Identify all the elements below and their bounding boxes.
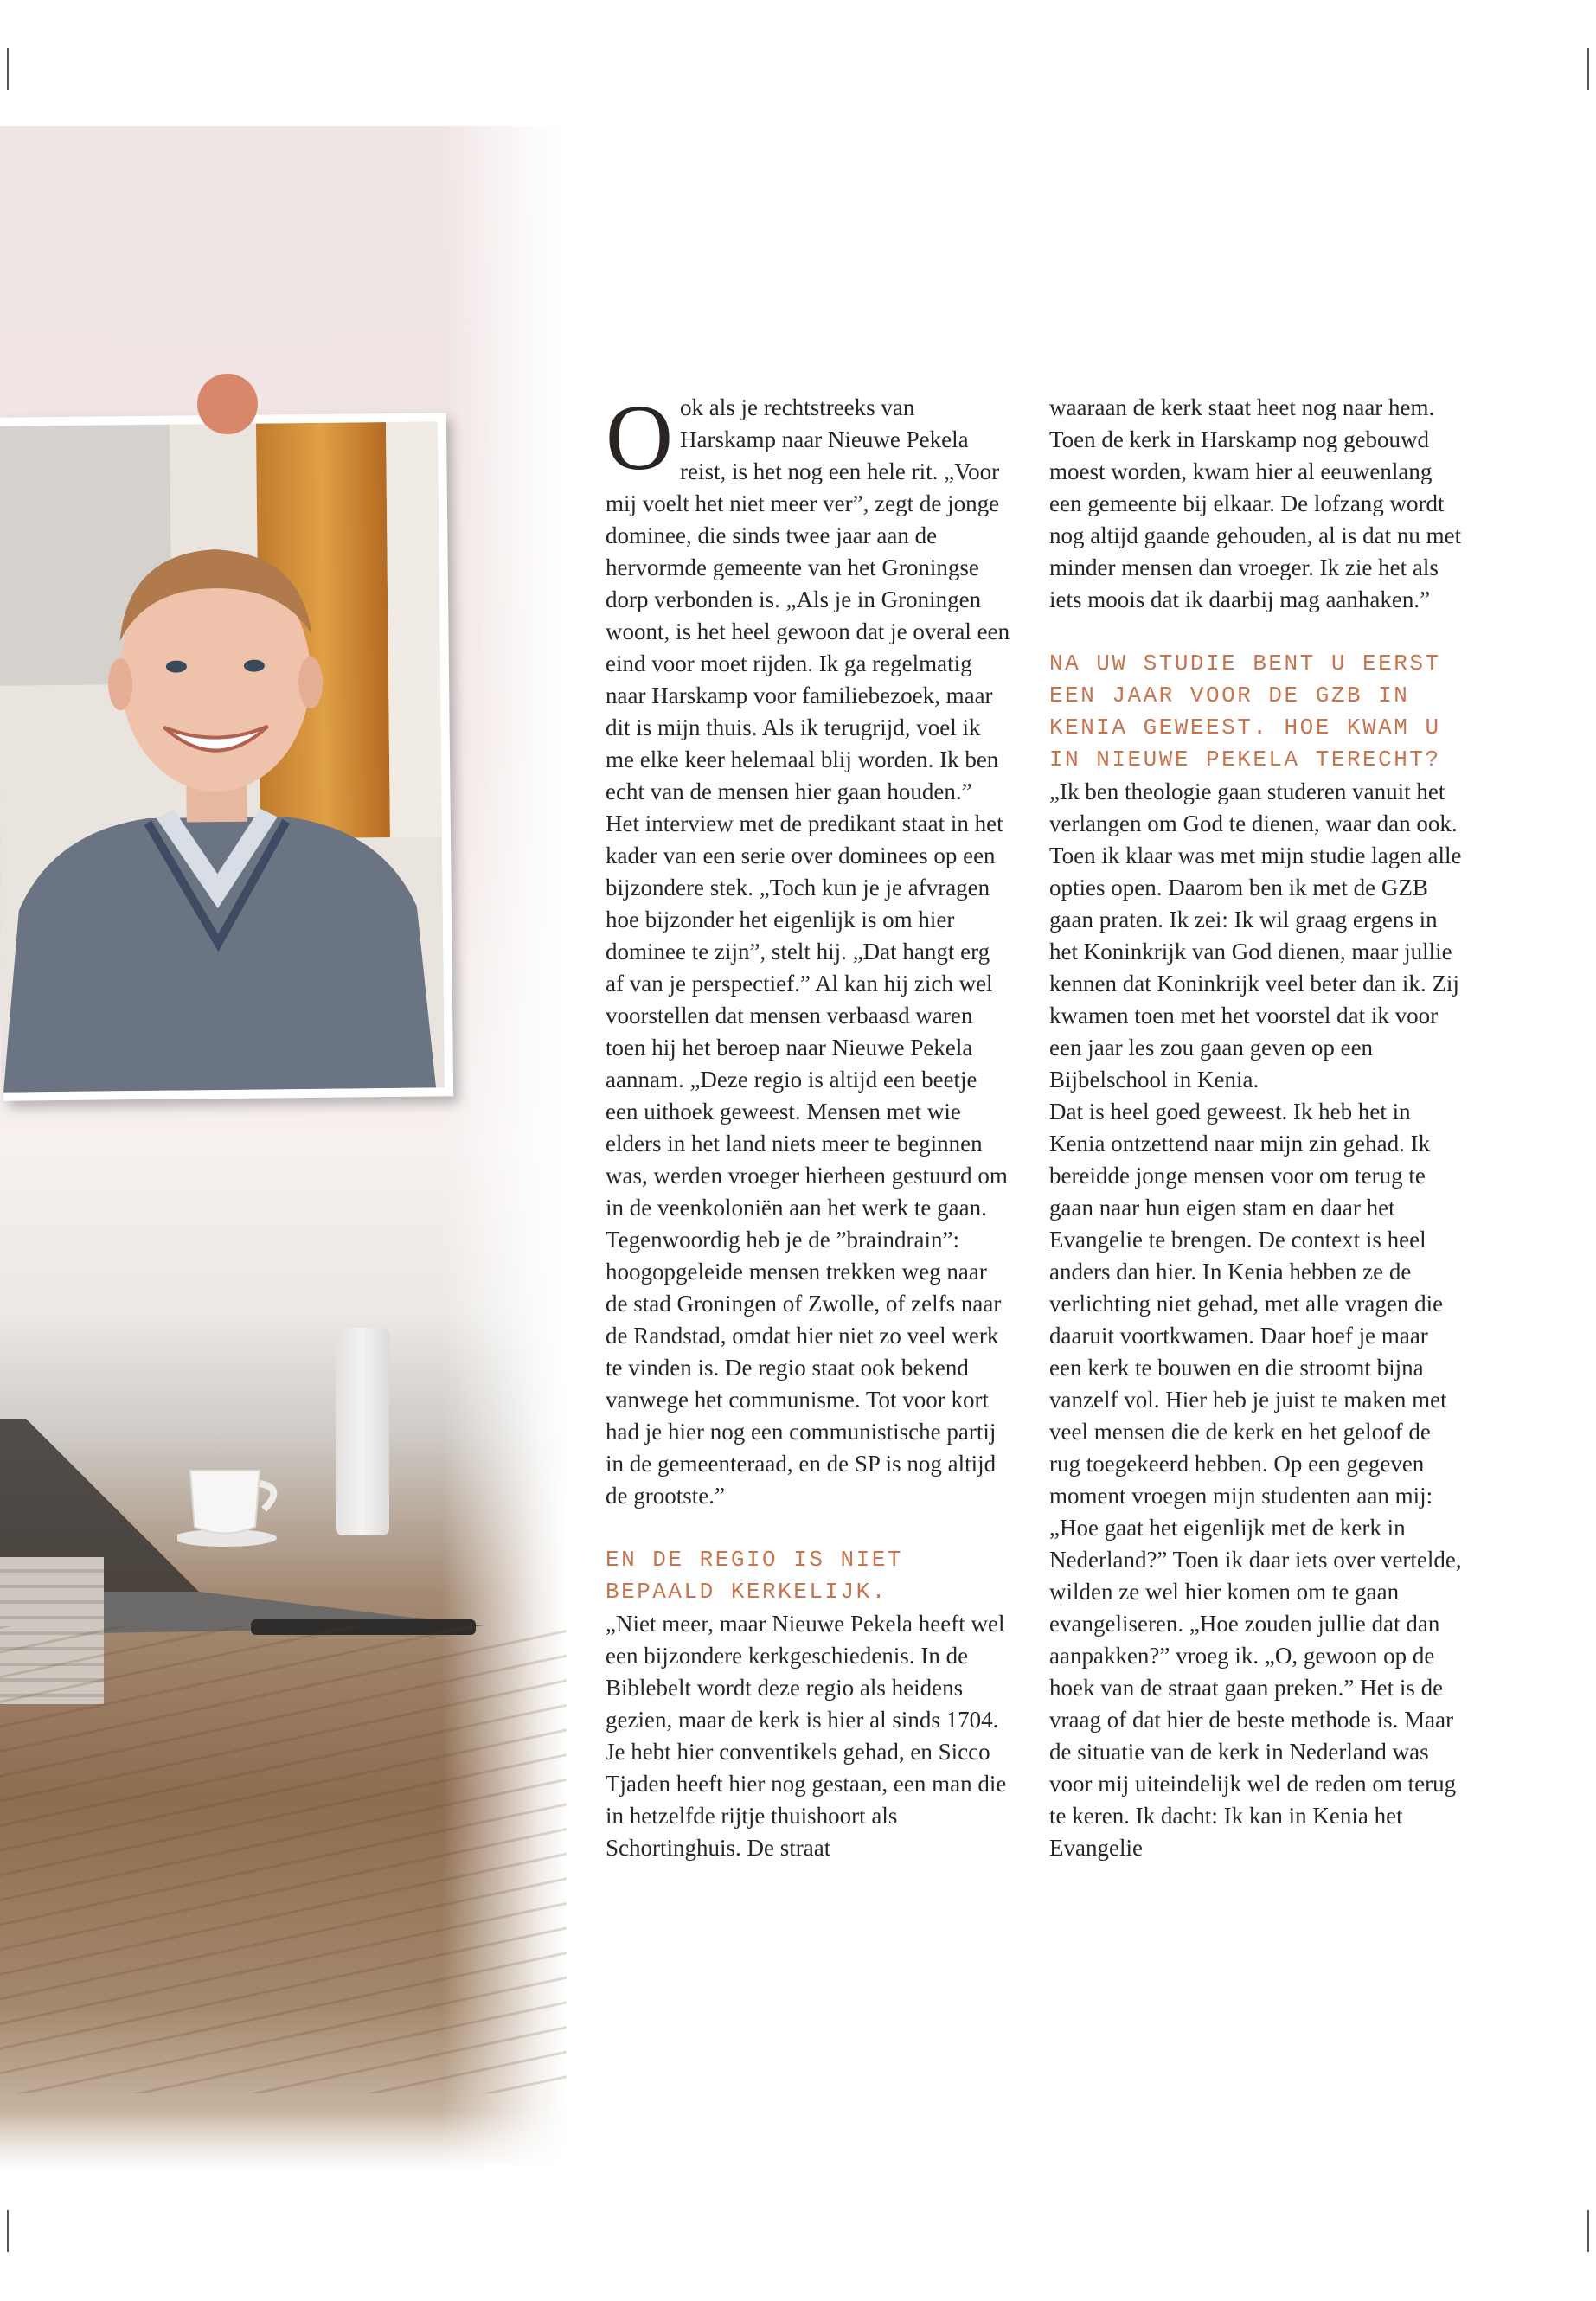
portrait-photo xyxy=(0,413,453,1100)
crop-mark-bottom-right xyxy=(1587,2210,1589,2252)
pin-dot xyxy=(197,374,258,434)
section-heading: EN DE REGIO IS NIET BEPAALD KERKELIJK. xyxy=(606,1547,903,1605)
section-heading: NA UW STUDIE BENT U EERST EEN JAAR VOOR DE GZB IN KENIA GEWEEST. HOE KWAM U IN NIEUWE PEKELA TERECHT? xyxy=(1049,651,1441,772)
article-column-2 xyxy=(1049,392,1465,1864)
body-paragraph: „Niet meer, maar Nieuwe Pekela heeft wel een bijzondere kerkgeschiedenis. In de Biblebelt wordt deze regio als heidens gezien, maar de kerk is hier al sinds 1704. Je hebt hier conventikels gehad, en Sicco Tjaden heeft hier nog gestaan, een man die in hetzelfde rijtje thuishoort als Schortinghuis. De straat xyxy=(606,1611,1007,1861)
coffee-cup-image xyxy=(177,1462,290,1548)
body-paragraph: Dat is heel goed geweest. Ik heb het in Kenia ontzettend naar mijn zin gehad. Ik bereidde jonge mensen voor om terug te gaan naar hun eigen stam en daar het Evangelie te brengen. De context is heel anders dan hier. In Kenia hebben ze de verlichting niet gehad, met alle vragen die daaruit voortkwamen. Daar hoef je maar een kerk te bouwen en die stroomt bijna vanzelf vol. Hier heb je juist te maken met veel mensen die de kerk en het geloof de rug toegekeerd hebben. Op een gegeven moment vroegen mijn studenten aan mij: „Hoe gaat het eigenlijk met de kerk in Nederland?” Toen ik daar iets over vertelde, wilden ze wel hier komen om te gaan evangeliseren. „Hoe zouden jullie dat dan aanpakken?” vroeg ik. „O, gewoon op de hoek van de straat gaan preken.” Het is de vraag of dat hier de beste methode is. Maar de situatie van de kerk in Nederland was voor mij uiteindelijk wel de reden om terug te keren. Ik dacht: Ik kan in Kenia het Evangelie xyxy=(1049,1099,1462,1861)
crop-mark-top-right xyxy=(1587,48,1589,90)
portrait-image xyxy=(0,421,445,1092)
body-paragraph: „Ik ben theologie gaan studeren vanuit het verlangen om God te dienen, waar dan ook. Toen ik klaar was met mijn studie lagen alle opties open. Daarom ben ik met de GZB gaan praten. Ik zei: Ik wil graag ergens in het Koninkrijk van God dienen, maar jullie kennen dat Koninkrijk veel beter dan ik. Zij kwamen toen met het voorstel dat ik voor een jaar les zou gaan geven op een Bijbelschool in Kenia. xyxy=(1049,779,1462,1093)
intro-text: ok als je rechtstreeks van Harskamp naar Nieuwe Pekela reist, is het nog een hele rit. „Voor mij voelt het niet meer ver”, zegt de jonge dominee, die sinds twee jaar aan de hervormde gemeente van het Groningse dorp verbonden is. „Als je in Groningen woont, is het heel gewoon dat je overal een eind voor moet rijden. Ik ga regelmatig naar Harskamp voor familiebezoek, maar dit is mijn thuis. Als ik terugrijd, voel ik me elke keer helemaal blij worden. Ik ben echt van de mensen hier gaan houden.” xyxy=(606,394,1010,804)
photo-fade xyxy=(0,2111,567,2171)
crop-mark-top-left xyxy=(7,48,9,90)
wooden-table-image xyxy=(0,1626,567,2093)
body-paragraph: Het interview met de predikant staat in het kader van een serie over dominees op een bijzondere stek. „Toch kun je je afvragen hoe bijzonder het eigenlijk is om hier dominee te zijn”, stelt hij. „Dat hangt erg af van je perspectief.” Al kan hij zich wel voorstellen dat mensen verbaasd waren toen hij het beroep naar Nieuwe Pekela aannam. „Deze regio is altijd een beetje een uithoek geweest. Mensen met wie elders in het land niets meer te beginnen was, werden vroeger hierheen gestuurd om in de veenkoloniën aan het werk te gaan. Tegenwoordig heb je de ”braindrain”: hoogopgeleide mensen trekken weg naar de stad Groningen of Zwolle, of zelfs naar de Randstad, omdat hier niet zo veel werk te vinden is. De regio staat ook bekend vanwege het communisme. Tot voor kort had je hier nog een communistische partij in de gemeenteraad, en de SP is nog altijd de grootste.” xyxy=(606,811,1008,1509)
intro-paragraph xyxy=(606,387,1012,808)
drop-cap: O xyxy=(606,387,673,490)
crop-mark-bottom-left xyxy=(7,2210,9,2252)
article-column-1 xyxy=(606,387,1012,1864)
body-paragraph: waaraan de kerk staat heet nog naar hem. Toen de kerk in Harskamp nog gebouwd moest worden, kwam hier al eeuwenlang een gemeente bij elkaar. De lofzang wordt nog altijd gaande gehouden, al is dat nu met minder mensen dan vroeger. Ik zie het als iets moois dat ik daarbij mag aanhaken.” xyxy=(1049,394,1462,612)
